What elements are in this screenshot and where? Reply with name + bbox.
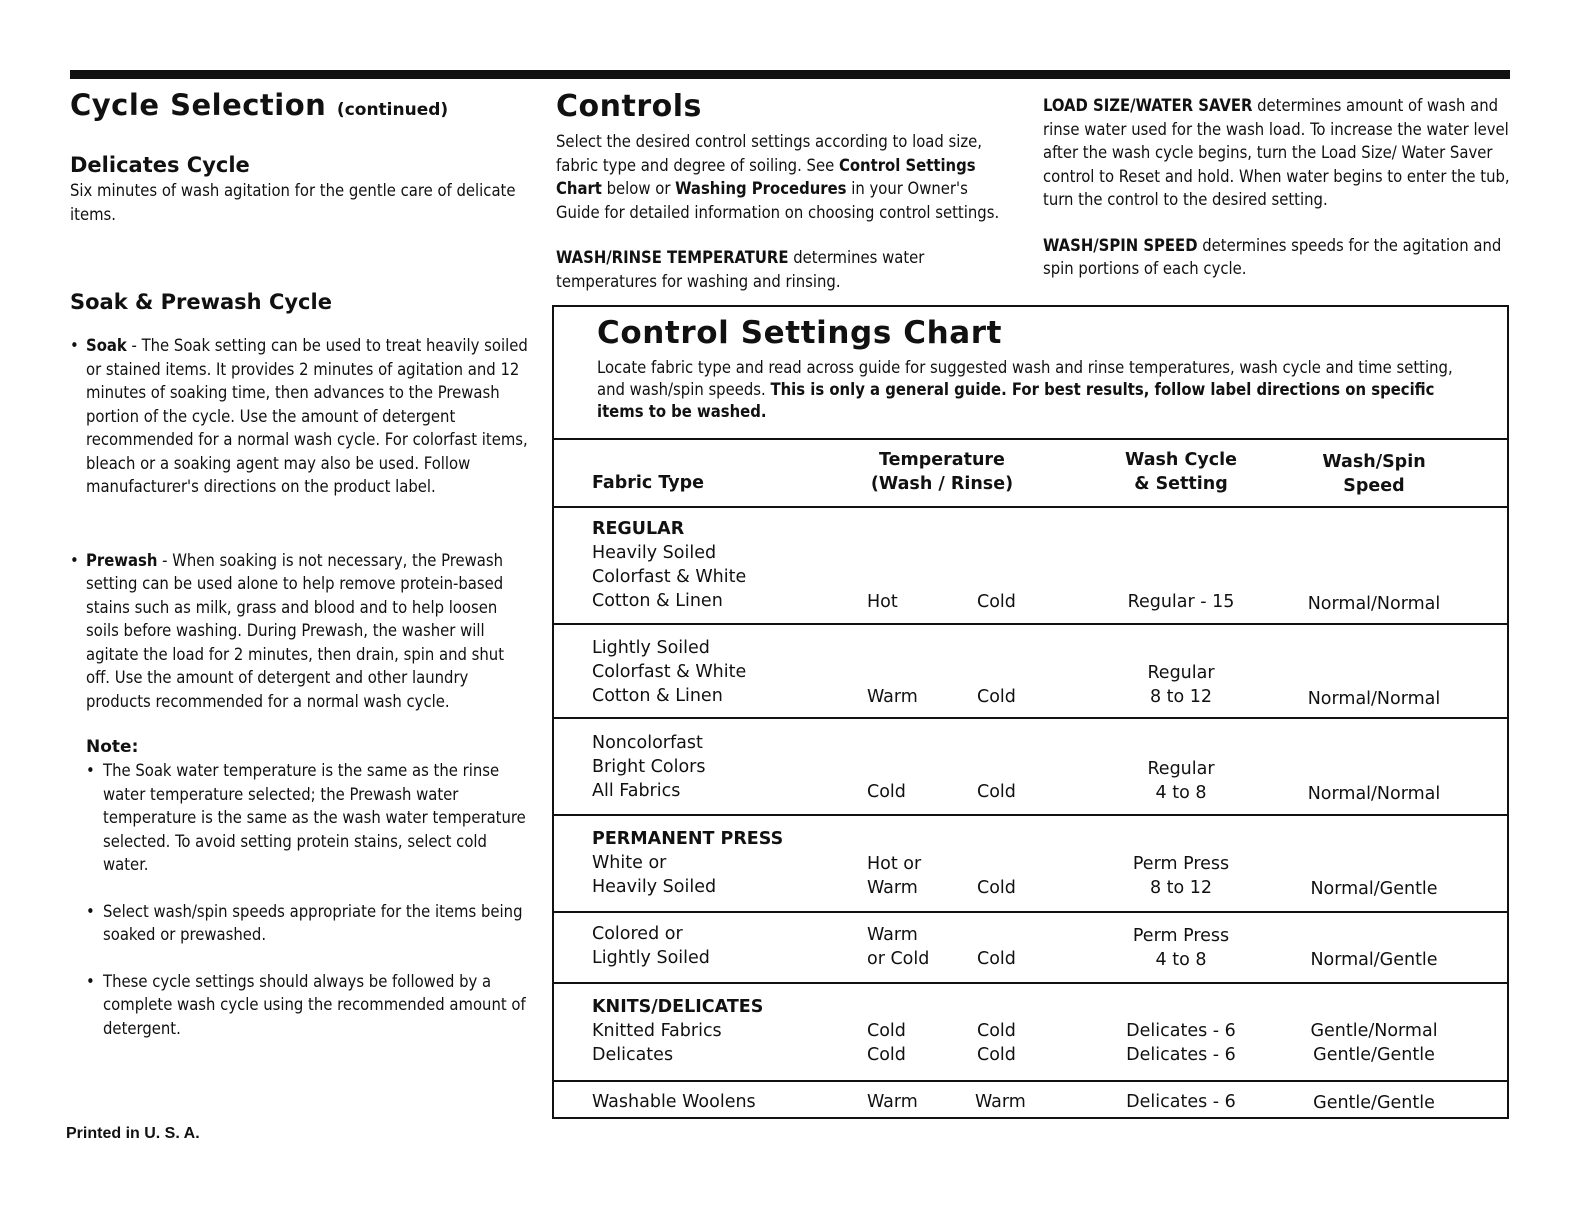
category-permanent-press: PERMANENT PRESS bbox=[592, 829, 784, 849]
fabric-line: Noncolorfast bbox=[592, 733, 703, 753]
wash-cycle-line: 8 to 12 bbox=[1149, 687, 1213, 707]
load-size-label: LOAD SIZE/WATER SAVER bbox=[1043, 96, 1253, 115]
wash-cycle-line: Regular bbox=[1147, 663, 1215, 683]
chart-intro-text: Locate fabric type and read across guide for suggested wash and rinse temperatures, wash cycle and time setting, and wash/spin speeds. bbox=[597, 358, 1453, 399]
wash-cycle-line: 4 to 8 bbox=[1155, 783, 1207, 803]
wash-cycle-cell bbox=[1101, 1019, 1261, 1067]
wash-cycle-cell bbox=[1101, 924, 1261, 972]
wash-rinse-temperature-label: WASH/RINSE TEMPERATURE bbox=[556, 248, 789, 267]
wash-temp-cell: Hot bbox=[867, 592, 898, 612]
fabric-line: Cotton & Linen bbox=[592, 591, 723, 611]
wash-temp-cell bbox=[867, 923, 929, 971]
speed-cell: Normal/Gentle bbox=[1310, 879, 1438, 899]
note-item: • These cycle settings should always be followed by a complete wash cycle using the recommended amount of detergent. bbox=[86, 970, 528, 1041]
wash-temp-line: Warm bbox=[867, 878, 918, 898]
cycle-selection-title-text: Cycle Selection bbox=[70, 88, 327, 122]
fabric-line: Colorfast & White bbox=[592, 567, 747, 587]
controls-section bbox=[556, 88, 1016, 293]
wash-cycle-cell bbox=[1101, 852, 1261, 900]
prewash-item bbox=[70, 549, 528, 714]
header-fabric-type: Fabric Type bbox=[592, 473, 705, 493]
chart-divider bbox=[554, 438, 1507, 440]
wash-cycle-cell: Regular - 15 bbox=[1127, 592, 1235, 612]
controls-title: Controls bbox=[556, 89, 702, 124]
header-wash-cycle-line2: & Setting bbox=[1134, 474, 1228, 494]
fabric-line: Colorfast & White bbox=[592, 662, 747, 682]
wash-temp-cell bbox=[867, 852, 921, 900]
header-wash-spin-line2: Speed bbox=[1343, 476, 1405, 496]
speed-cell bbox=[1294, 1019, 1454, 1067]
wash-cycle-line: Delicates - 6 bbox=[1126, 1021, 1236, 1041]
load-size-text bbox=[1043, 94, 1513, 212]
fabric-line: Knitted Fabrics bbox=[592, 1021, 722, 1041]
wash-rinse-temperature-text bbox=[556, 246, 1016, 293]
category-knits-delicates: KNITS/DELICATES bbox=[592, 997, 764, 1017]
table-row-fabric bbox=[592, 995, 763, 1067]
speed-cell: Normal/Gentle bbox=[1310, 950, 1438, 970]
wash-rinse-temperature-desc: determines water temperatures for washing and rinsing. bbox=[556, 248, 925, 291]
washing-procedures-ref: Washing Procedures bbox=[675, 179, 847, 198]
chart-divider bbox=[554, 982, 1507, 984]
controls-right-section bbox=[1043, 94, 1513, 281]
table-row-fabric bbox=[592, 731, 706, 803]
wash-temp-line: Warm bbox=[867, 925, 918, 945]
delicates-cycle-heading: Delicates Cycle bbox=[70, 153, 250, 177]
note-item: • The Soak water temperature is the same as the rinse water temperature selected; the Prewash water temperature is the same as the wash water temperature selected. To avoid setting protein stains, select cold water. bbox=[86, 759, 528, 877]
fabric-line: Colored or bbox=[592, 924, 683, 944]
note-heading: Note: bbox=[86, 737, 139, 757]
rinse-temp-cell: Cold bbox=[977, 782, 1016, 802]
rinse-temp-line: Cold bbox=[977, 1045, 1016, 1065]
header-wash-cycle-line1: Wash Cycle bbox=[1125, 450, 1237, 470]
rinse-temp-cell: Cold bbox=[977, 878, 1016, 898]
chart-divider bbox=[554, 506, 1507, 508]
category-regular: REGULAR bbox=[592, 519, 685, 539]
header-temperature-line2: (Wash / Rinse) bbox=[870, 474, 1014, 494]
fabric-line: White or bbox=[592, 853, 667, 873]
soak-label: Soak bbox=[86, 336, 127, 355]
wash-temp-cell bbox=[867, 1019, 906, 1067]
soak-text: - The Soak setting can be used to treat heavily soiled or stained items. It provides 2 minutes of agitation and 12 minutes of soaking time, then advances to the Prewash portion of the cycle. Use the amount of detergent recommended for a normal wash cycle. For colorfast items, bleach or a soaking agent may also be used. Follow manufacturer's directions on the product label. bbox=[86, 336, 528, 496]
wash-cycle-line: 8 to 12 bbox=[1149, 878, 1213, 898]
rinse-temp-cell: Cold bbox=[977, 687, 1016, 707]
wash-cycle-line: Delicates - 6 bbox=[1126, 1045, 1236, 1065]
wash-temp-cell: Warm bbox=[867, 1092, 918, 1112]
wash-cycle-cell bbox=[1101, 757, 1261, 805]
wash-temp-line: Hot or bbox=[867, 854, 922, 874]
header-wash-cycle bbox=[1101, 448, 1261, 496]
top-rule bbox=[70, 70, 1510, 79]
soak-item bbox=[70, 334, 528, 499]
fabric-line: Bright Colors bbox=[592, 757, 706, 777]
table-row-fabric: Washable Woolens bbox=[592, 1092, 756, 1112]
chart-divider bbox=[554, 1080, 1507, 1082]
cycle-selection-title bbox=[70, 86, 528, 129]
wash-cycle-line: 4 to 8 bbox=[1155, 950, 1207, 970]
rinse-temp-cell: Cold bbox=[977, 949, 1016, 969]
rinse-temp-cell: Warm bbox=[975, 1092, 1026, 1112]
wash-spin-speed-label: WASH/SPIN SPEED bbox=[1043, 235, 1198, 255]
controls-intro bbox=[556, 130, 1016, 224]
wash-spin-speed-desc: determines speeds for the agitation and spin portions of each cycle. bbox=[1043, 235, 1502, 278]
wash-cycle-line: Regular bbox=[1147, 759, 1215, 779]
wash-cycle-cell: Delicates - 6 bbox=[1126, 1092, 1236, 1112]
controls-intro-part: Select the desired control settings according to load size, fabric type and degree of soiling. See bbox=[556, 132, 983, 175]
chart-divider bbox=[554, 717, 1507, 719]
chart-title: Control Settings Chart bbox=[597, 315, 1003, 351]
rinse-temp-cell: Cold bbox=[977, 592, 1016, 612]
wash-temp-cell: Cold bbox=[867, 782, 906, 802]
speed-line: Gentle/Normal bbox=[1310, 1021, 1438, 1041]
printed-in-footer: Printed in U. S. A. bbox=[66, 1125, 200, 1142]
fabric-line: Cotton & Linen bbox=[592, 686, 723, 706]
fabric-line: Heavily Soiled bbox=[592, 877, 717, 897]
header-temperature bbox=[862, 448, 1022, 496]
fabric-line: Heavily Soiled bbox=[592, 543, 717, 563]
header-temperature-line1: Temperature bbox=[879, 450, 1005, 470]
wash-cycle-cell bbox=[1101, 661, 1261, 709]
cycle-selection-section bbox=[70, 86, 528, 1040]
chart-intro bbox=[597, 357, 1477, 423]
prewash-label: Prewash bbox=[86, 550, 158, 570]
wash-temp-line: Cold bbox=[867, 1045, 906, 1065]
soak-prewash-heading: Soak & Prewash Cycle bbox=[70, 290, 332, 314]
fabric-line: All Fabrics bbox=[592, 781, 681, 801]
controls-intro-part: in your Owner's Guide for detailed information on choosing control settings. bbox=[556, 179, 1000, 222]
chart-divider bbox=[554, 911, 1507, 913]
wash-temp-line: or Cold bbox=[867, 949, 930, 969]
chart-intro-note: This is only a general guide. For best results, follow label directions on specific items to be washed. bbox=[597, 380, 1435, 421]
fabric-line: Lightly Soiled bbox=[592, 948, 710, 968]
table-row-fabric bbox=[592, 636, 746, 708]
rinse-temp-cell bbox=[977, 1019, 1016, 1067]
note-item: • Select wash/spin speeds appropriate for the items being soaked or prewashed. bbox=[86, 900, 528, 947]
control-settings-chart bbox=[552, 305, 1509, 1119]
speed-cell: Normal/Normal bbox=[1307, 784, 1441, 804]
chart-divider bbox=[554, 814, 1507, 816]
speed-cell: Normal/Normal bbox=[1307, 594, 1441, 614]
prewash-text: - When soaking is not necessary, the Prewash setting can be used alone to help remove protein-based stains such as milk, grass and blood and to help loosen soils before washing. During Prewash, the washer will agitate the load for 2 minutes, then drain, spin and shut off. Use the amount of detergent and other laundry products recommended for a normal wash cycle. bbox=[86, 550, 505, 711]
cycle-selection-title-suffix: (continued) bbox=[336, 100, 449, 120]
wash-spin-speed-text bbox=[1043, 234, 1513, 281]
fabric-line: Lightly Soiled bbox=[592, 638, 710, 658]
note-list bbox=[86, 759, 528, 1040]
rinse-temp-line: Cold bbox=[977, 1021, 1016, 1041]
soak-prewash-list bbox=[70, 334, 528, 713]
chart-divider bbox=[554, 623, 1507, 625]
wash-temp-line: Cold bbox=[867, 1021, 906, 1041]
controls-intro-part: below or bbox=[601, 179, 676, 198]
speed-cell: Normal/Normal bbox=[1307, 689, 1441, 709]
delicates-cycle-text: Six minutes of wash agitation for the gentle care of delicate items. bbox=[70, 181, 516, 224]
speed-cell: Gentle/Gentle bbox=[1313, 1093, 1435, 1113]
table-row-fabric bbox=[592, 922, 710, 970]
fabric-line: Delicates bbox=[592, 1045, 674, 1065]
header-wash-spin-speed bbox=[1294, 450, 1454, 498]
header-wash-spin-line1: Wash/Spin bbox=[1322, 452, 1426, 472]
table-row-fabric bbox=[592, 827, 783, 899]
control-settings-chart-ref: Control Settings Chart bbox=[556, 155, 976, 198]
table-row-fabric bbox=[592, 517, 746, 613]
wash-cycle-line: Perm Press bbox=[1132, 854, 1230, 874]
wash-temp-cell: Warm bbox=[867, 687, 918, 707]
speed-line: Gentle/Gentle bbox=[1313, 1045, 1435, 1065]
load-size-desc: determines amount of wash and rinse water used for the wash load. To increase the water level after the wash cycle begins, turn the Load Size/ Water Saver control to Reset and hold. When water begins to enter the tub, turn the control to the desired setting. bbox=[1043, 96, 1510, 209]
wash-cycle-line: Perm Press bbox=[1132, 926, 1230, 946]
